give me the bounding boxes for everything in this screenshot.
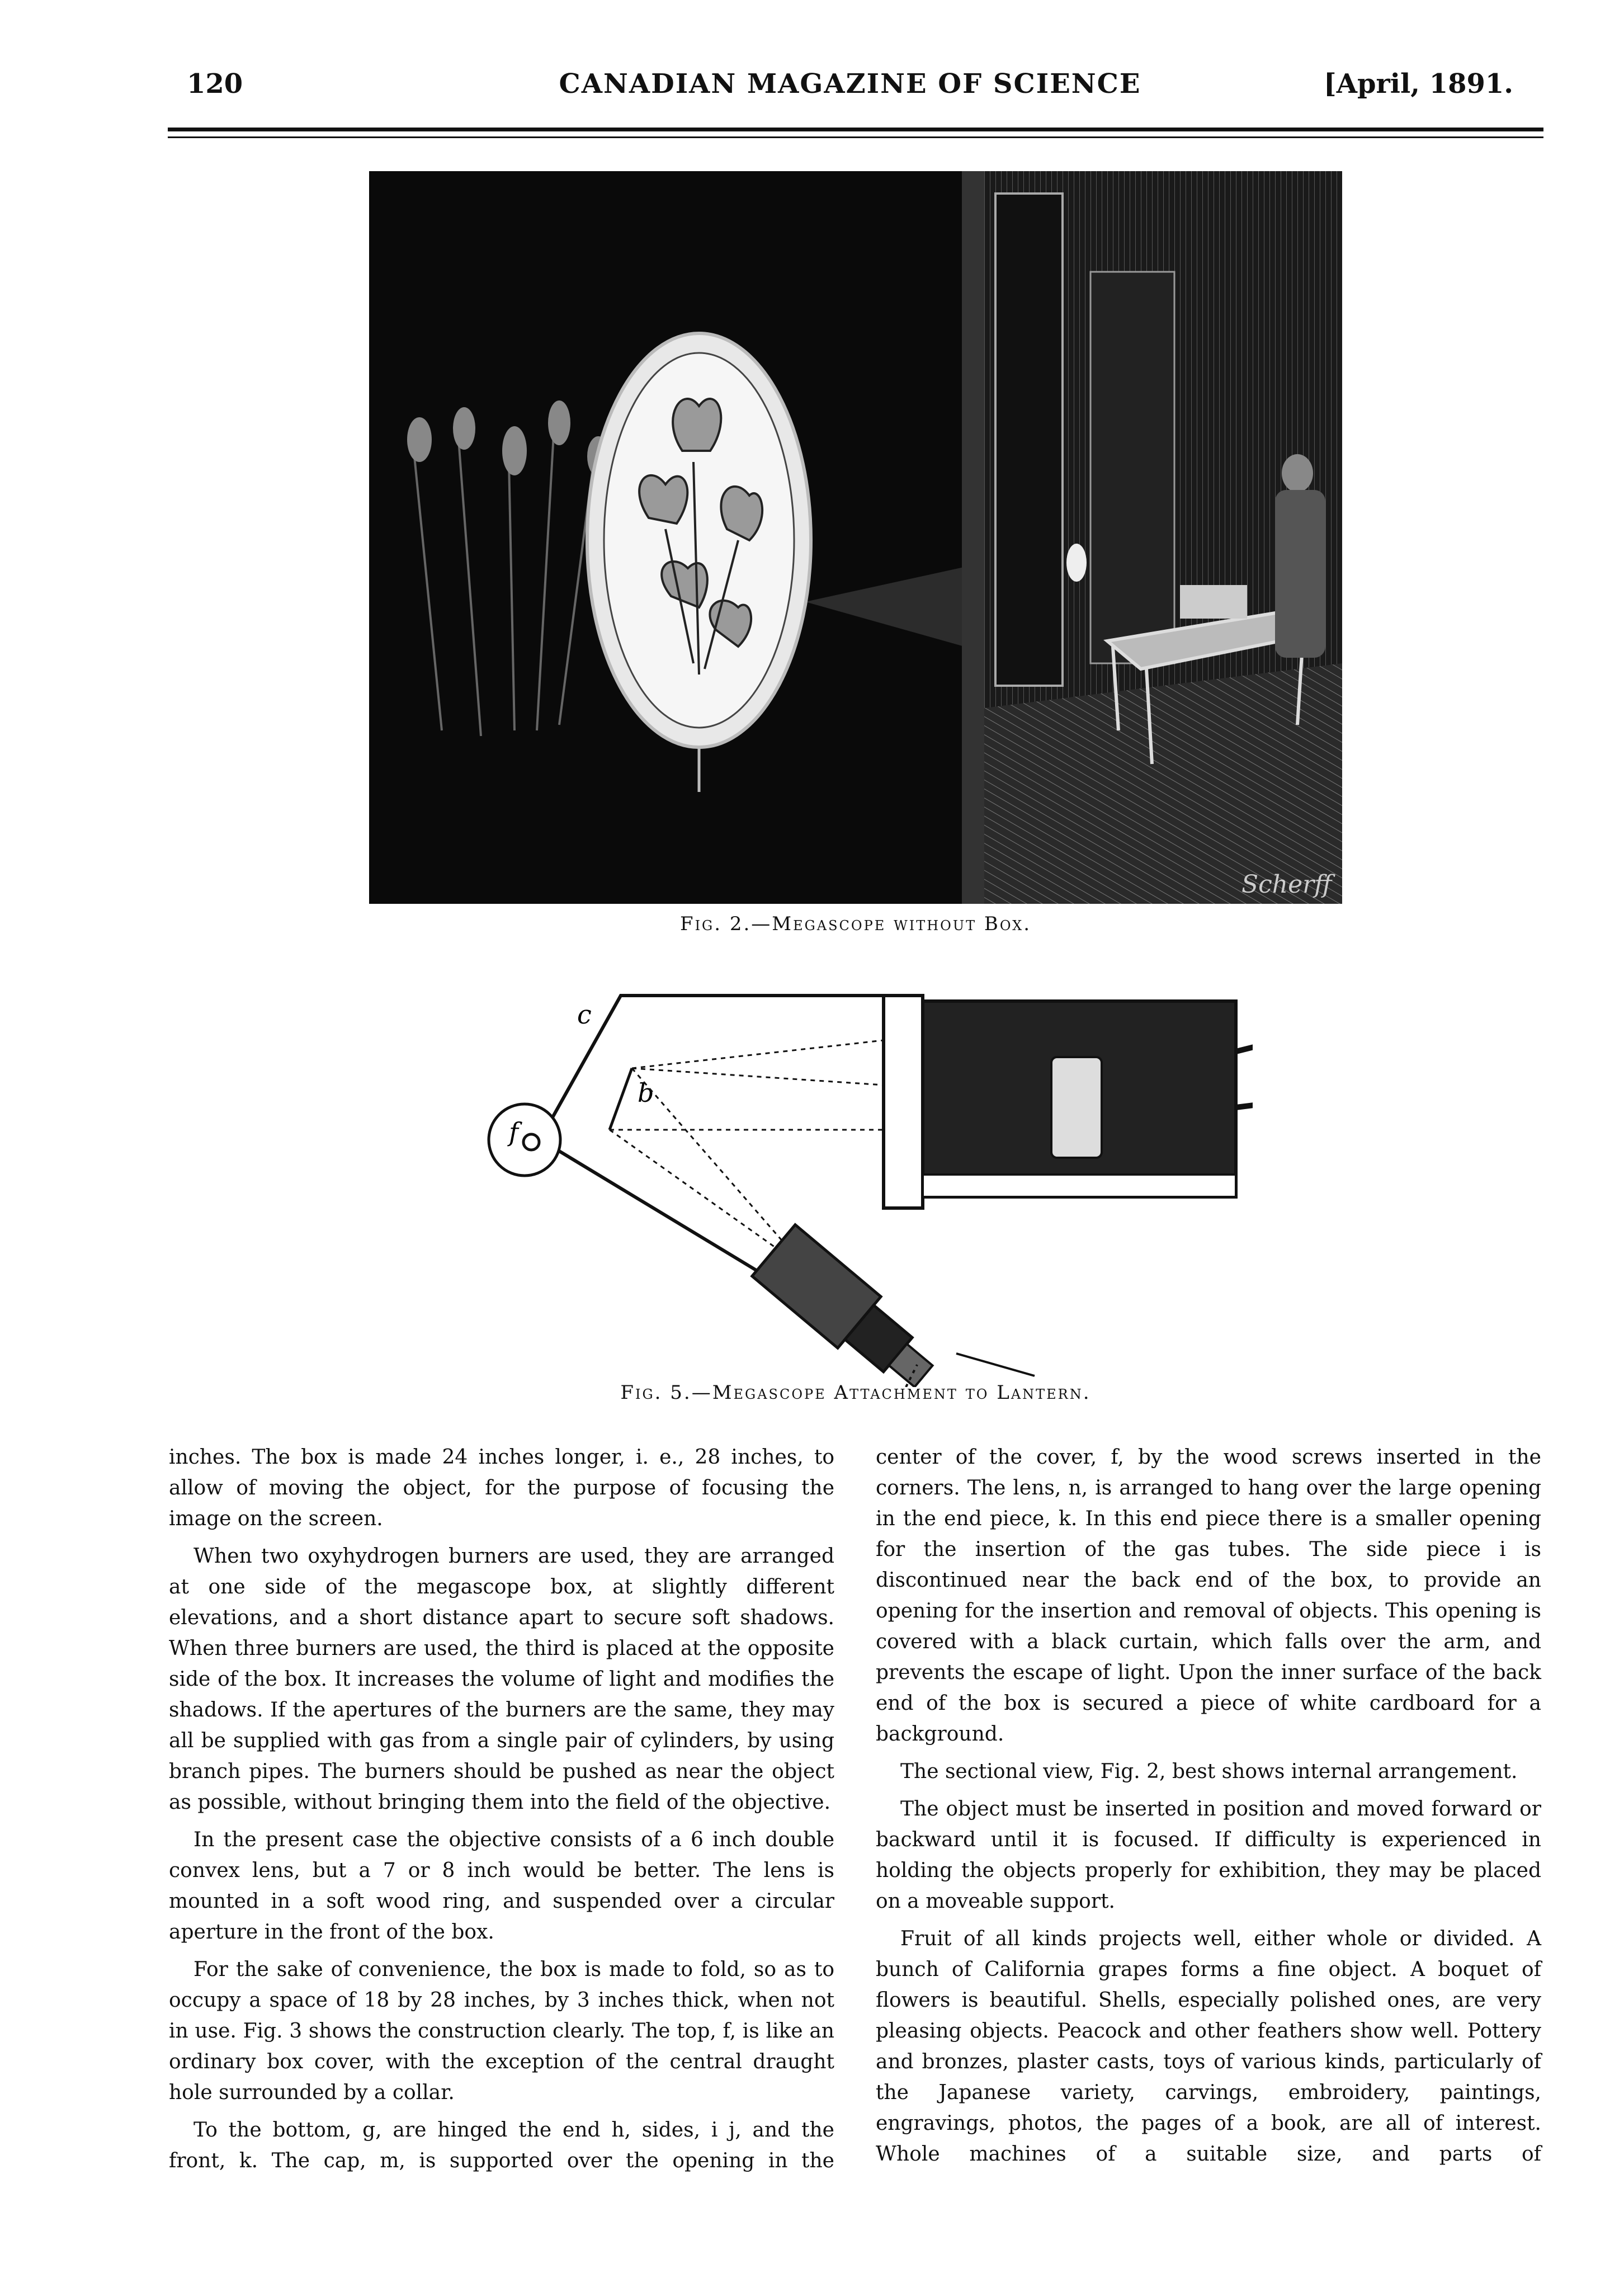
left-column [169, 1442, 834, 2183]
paragraph: Fruit of all kinds projects well, either whole or divided. A bunch of California grapes forms a fine object. A boquet of flowers is beautiful. Shells, especially polished ones, are very pleasing objects. Peacock and other feathers show well. Pottery and bronzes, plaster casts, toys of various kinds, particularly of the Japanese variety, carvings, embroidery, paintings, engravings, photos, the pages of a book, are all of interest. Whole machines of a suitable size, and parts of [876, 1927, 1541, 2166]
page-number: 120 [187, 68, 243, 100]
figure-2-drawing [369, 171, 1342, 904]
paragraph: For the sake of convenience, the box is made to fold, so as to occupy a space of 18 by 28 inches, by 3 inches thick, when not in use. Fig. 3 shows the construction clearly. The top, f, is like an ordinary box cover, with the exception of the central draught hole surrounded by a collar. [169, 1958, 834, 2104]
paragraph: The sectional view, Fig. 2, best shows internal arrangement. [900, 1760, 1518, 1783]
label-b: b [638, 1078, 654, 1108]
figure-2-caption: Fig. 2.—Megascope without Box. [679, 913, 1032, 935]
right-column [876, 1442, 1541, 2176]
lantern-burner [1051, 1057, 1102, 1158]
mirror-b [610, 1068, 632, 1130]
objective-lens-tube [752, 1225, 945, 1387]
room-doorway [995, 194, 1063, 686]
aperture-light [1066, 544, 1087, 582]
issue-date: [April, 1891. [1324, 68, 1513, 100]
paragraph: inches. The box is made 24 inches longer, i. e., 28 inches, to allow of moving the object, for the purpose of focusing the image on the screen. [169, 1446, 834, 1530]
paragraph: To the bottom, g, are hinged the end h, sides, i j, and the front, k. The cap, m, is supported over the opening in the [169, 2119, 834, 2172]
page-header [179, 62, 1521, 106]
paragraph: In the present case the objective consists of a 6 inch double convex lens, but a 7 or 8 inch would be better. The lens is mounted in a soft wood ring, and suspended over a circular aperture in the front of the box. [169, 1828, 834, 1944]
support-arm-bottom [542, 1141, 783, 1286]
label-c: c [577, 999, 592, 1030]
journal-title: CANADIAN MAGAZINE OF SCIENCE [559, 68, 1141, 100]
header-rule-thick [168, 128, 1543, 131]
figure-2-illustration [369, 171, 1342, 904]
paragraph: The object must be inserted in position and moved forward or backward until it is focused. If difficulty is experienced in holding the objects properly for exhibition, they may be placed on a moveable support. [876, 1798, 1541, 1913]
lantern-front-frame [884, 996, 923, 1208]
lantern-device [1180, 585, 1247, 619]
label-f: f [509, 1117, 519, 1147]
figure-5-drawing [470, 973, 1253, 1387]
paragraph: center of the cover, f, by the wood screws inserted in the corners. The lens, n, is arranged to hang over the large opening in the end piece, k. In this end piece there is a smaller opening for the insertion of the gas tubes. The side piece i is discontinued near the back end of the box, to provide an opening for the insertion and removal of objects. This opening is covered with a black curtain, which falls over the arm, and prevents the escape of light. Upon the inner surface of the back end of the box is secured a piece of white cardboard for a background. [876, 1446, 1541, 1746]
header-rule-thin [168, 136, 1543, 138]
figure-5-caption: Fig. 5.—Megascope Attachment to Lantern. [620, 1381, 1091, 1404]
paragraph: When two oxyhydrogen burners are used, they are arranged at one side of the megascope box, at slightly different elevations, and a short distance apart to secure soft shadows. When three burners are used, the third is placed at the opposite side of the box. It increases the volume of light and modifies the shadows. If the apertures of the burners are the same, they may all be supplied with gas from a single pair of cylinders, by using branch pipes. The burners should be pushed as near the object as possible, without bringing them into the field of the objective. [169, 1545, 834, 1814]
light-rays [610, 1040, 884, 1253]
support-arm-top [542, 996, 884, 1135]
figure-5-illustration [470, 973, 1253, 1387]
engraver-signature: Scherff [1241, 870, 1332, 899]
